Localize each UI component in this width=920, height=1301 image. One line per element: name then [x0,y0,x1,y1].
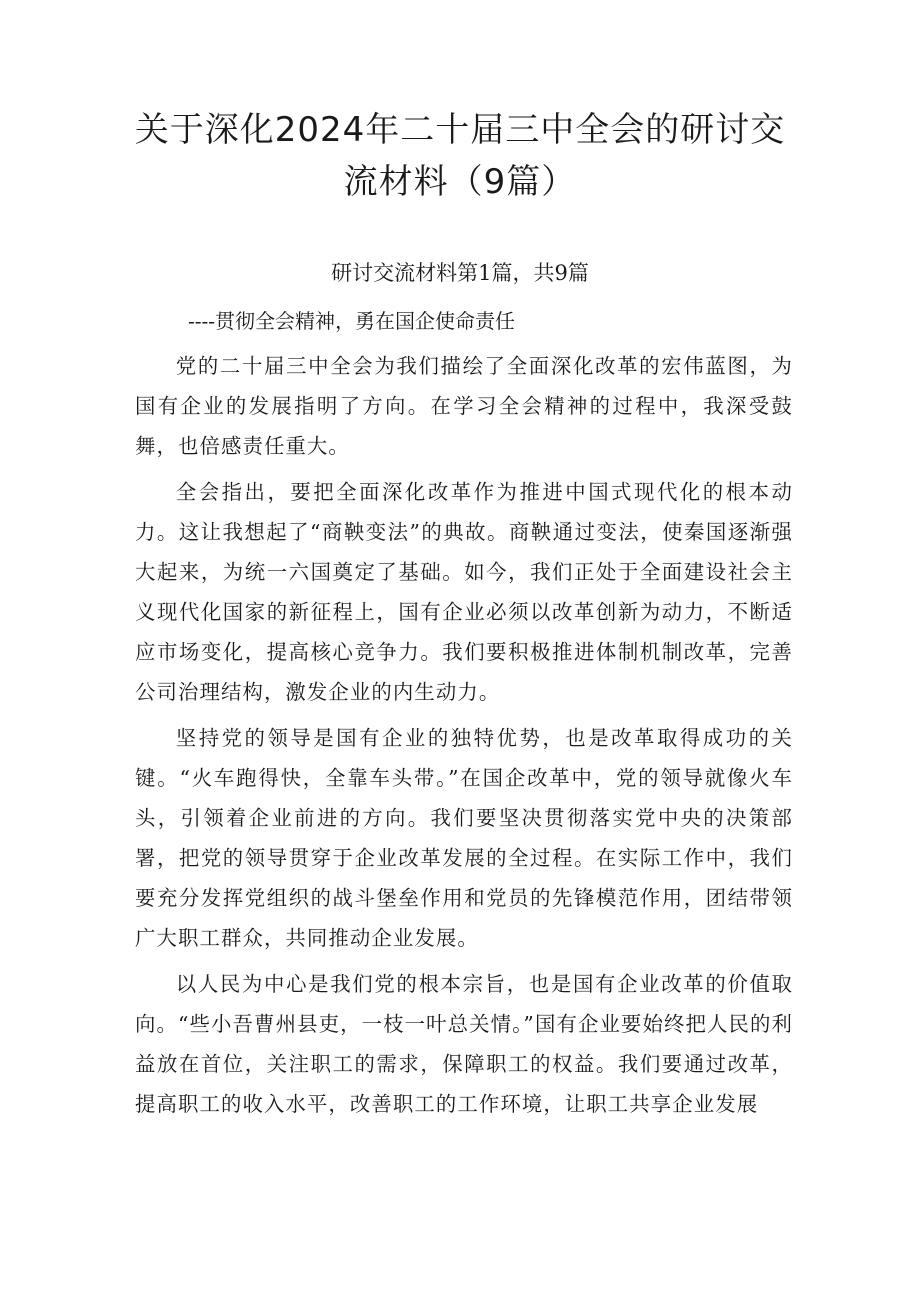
document-tagline: ----贯彻全会精神，勇在国企使命责任 [188,309,516,333]
document-subtitle: 研讨交流材料第1篇，共9篇 [331,261,589,285]
paragraph: 党的二十届三中全会为我们描绘了全面深化改革的宏伟蓝图，为国有企业的发展指明了方向。在学习全会精神的过程中，我深受鼓舞，也倍感责任重大。 [135,354,793,458]
paragraph: 坚持党的领导是国有企业的独特优势，也是改革取得成功的关键。“火车跑得快，全靠车头带。”在国企改革中，党的领导就像火车头，引领着企业前进的方向。我们要坚决贯彻落实党中央的决策部署，把党的领导贯穿于企业改革发展的全过程。在实际工作中，我们要充分发挥党组织的战斗堡垒作用和党员的先锋模范作用，团结带领广大职工群众，共同推动企业发展。 [135,726,793,950]
paragraph: 以人民为中心是我们党的根本宗旨，也是国有企业改革的价值取向。“些小吾曹州县吏，一枝一叶总关情。”国有企业要始终把人民的利益放在首位，关注职工的需求，保障职工的权益。我们要通过改革，提高职工的收入水平，改善职工的工作环境，让职工共享企业发展 [135,972,793,1116]
document-body [135,346,793,1130]
document-title: 关于深化2024年二十届三中全会的研讨交流材料（9篇） [134,110,786,202]
paragraph: 全会指出，要把全面深化改革作为推进中国式现代化的根本动力。这让我想起了“商鞅变法”的典故。商鞅通过变法，使秦国逐渐强大起来，为统一六国奠定了基础。如今，我们正处于全面建设社会主义现代化国家的新征程上，国有企业必须以改革创新为动力，不断适应市场变化，提高核心竞争力。我们要积极推进体制机制改革，完善公司治理结构，激发企业的内生动力。 [135,480,793,704]
